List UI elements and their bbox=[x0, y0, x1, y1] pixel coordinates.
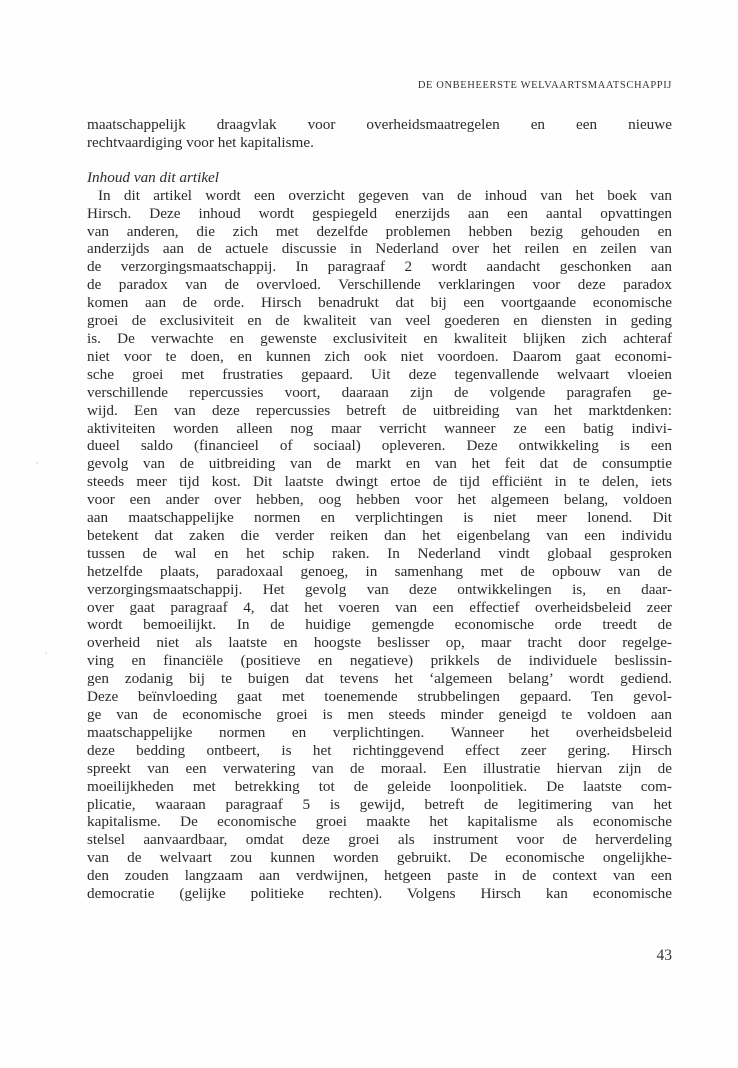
body-line: van de welvaart zou kunnen worden gebruikt. De economische ongelijkhe- bbox=[87, 849, 672, 867]
body-line: verschillende repercussies voort, daaraan zijn de volgende paragrafen ge- bbox=[87, 383, 672, 401]
body-line: spreekt van een verwatering van de moraal. Een illustratie hiervan zijn de bbox=[87, 759, 672, 777]
body-line: van anderen, die zich met dezelfde problemen hebben bezig gehouden en bbox=[87, 222, 672, 240]
body-line: ving en financiële (positieve en negatieve) prikkels de individuele beslissin- bbox=[87, 652, 672, 670]
body-line: gen zodanig bij te buigen dat tevens het ‘algemeen belang’ wordt gediend. bbox=[87, 670, 672, 688]
intro-paragraph bbox=[87, 116, 672, 152]
body-line: is. De verwachte en gewenste exclusiviteit en kwaliteit blijken zich achteraf bbox=[87, 329, 672, 347]
intro-line: maatschappelijk draagvlak voor overheidsmaatregelen en een nieuwe bbox=[87, 116, 672, 133]
body-line: Deze beïnvloeding gaat met toenemende strubbelingen gepaard. Ten gevol- bbox=[87, 688, 672, 706]
body-line: maatschappelijke normen en verplichtingen. Wanneer het overheidsbeleid bbox=[87, 723, 672, 741]
body-line: hetzelfde plaats, paradoxaal genoeg, in samenhang met de opbouw van de bbox=[87, 562, 672, 580]
body-line: kapitalisme. De economische groei maakte het kapitalisme als economische bbox=[87, 813, 672, 831]
body-line: aktiviteiten worden alleen nog maar verricht wanneer ze een batig indivi- bbox=[87, 419, 672, 437]
body-line: groei de exclusiviteit en de kwaliteit van veel goederen en diensten in geding bbox=[87, 312, 672, 330]
intro-line: rechtvaardiging voor het kapitalisme. bbox=[87, 133, 314, 151]
body-line: den zouden langzaam aan verdwijnen, hetgeen paste in de context van een bbox=[87, 867, 672, 885]
body-line: sche groei met frustraties gepaard. Uit deze tegenvallende welvaart vloeien bbox=[87, 365, 672, 383]
scan-speck bbox=[45, 652, 47, 654]
body-text-block bbox=[87, 116, 672, 903]
section-heading: Inhoud van dit artikel bbox=[87, 168, 220, 186]
running-head: DE ONBEHEERSTE WELVAARTSMAATSCHAPPIJ bbox=[417, 80, 672, 91]
body-line: komen aan de orde. Hirsch benadrukt dat bij een voortgaande economische bbox=[87, 294, 672, 312]
body-line: anderzijds aan de actuele discussie in Nederland over het reilen en zeilen van bbox=[87, 240, 672, 258]
body-line: ge van de economische groei is men steeds minder geneigd te voldoen aan bbox=[87, 706, 672, 723]
body-line: moeilijkheden met betrekking tot de geleide loonpolitiek. De laatste com- bbox=[87, 777, 672, 795]
body-line: de paradox van de overvloed. Verschillende verklaringen voor deze paradox bbox=[87, 276, 672, 294]
body-line: niet voor te doen, en kunnen zich ook niet voordoen. Daarom gaat economi- bbox=[87, 347, 672, 365]
body-line: betekent dat zaken die verder reiken dan het eigenbelang van een individu bbox=[87, 526, 672, 544]
body-line: In dit artikel wordt een overzicht gegeven van de inhoud van het boek van bbox=[98, 186, 672, 204]
body-line: de verzorgingsmaatschappij. In paragraaf 2 wordt aandacht geschonken aan bbox=[87, 258, 672, 276]
body-line: deze bedding ontbeert, is het richtinggevend effect zeer gering. Hirsch bbox=[87, 741, 672, 759]
body-line: verzorgingsmaatschappij. Het gevolg van deze ontwikkelingen is, en daar- bbox=[87, 580, 672, 598]
body-line: democratie (gelijke politieke rechten). Volgens Hirsch kan economische bbox=[87, 885, 672, 903]
body-line: stelsel aanvaardbaar, omdat deze groei als instrument voor de herverdeling bbox=[87, 831, 672, 849]
scan-speck bbox=[36, 462, 38, 464]
body-line: wijd. Een van deze repercussies betreft de uitbreiding van het marktdenken: bbox=[87, 401, 672, 419]
body-line: gevolg van de uitbreiding van de markt en van het feit dat de consumptie bbox=[87, 455, 672, 473]
body-line: dueel saldo (financieel of sociaal) opleveren. Deze ontwikkeling is een bbox=[87, 437, 672, 455]
body-line: over gaat paragraaf 4, dat het voeren van een effectief overheidsbeleid zeer bbox=[87, 598, 672, 616]
body-line: wordt bemoeilijkt. In de huidige gemengde economische orde treedt de bbox=[87, 616, 672, 634]
body-line: aan maatschappelijke normen en verplichtingen is niet meer lonend. Dit bbox=[87, 509, 672, 527]
body-line: voor een ander over hebben, oog hebben voor het algemeen belang, voldoen bbox=[87, 491, 672, 509]
body-line: steeds meer tijd kost. Dit laatste dwingt ertoe de tijd efficiënt in te delen, iets bbox=[87, 473, 672, 491]
page-number: 43 bbox=[656, 947, 672, 964]
body-line: tussen de wal en het schip raken. In Nederland vindt globaal gesproken bbox=[87, 544, 672, 562]
body-paragraph bbox=[87, 187, 672, 903]
body-line: overheid niet als laatste en hoogste beslisser op, maar tracht door regelge- bbox=[87, 634, 672, 652]
body-line: Hirsch. Deze inhoud wordt gespiegeld enerzijds aan een aantal opvattingen bbox=[87, 204, 672, 222]
body-line: plicatie, waaraan paragraaf 5 is gewijd, betreft de legitimering van het bbox=[87, 795, 672, 813]
